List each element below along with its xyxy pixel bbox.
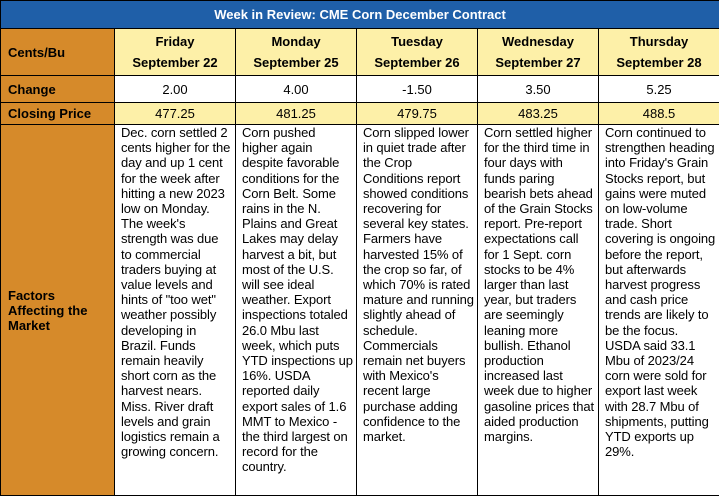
closing-price-label: Closing Price — [1, 103, 115, 125]
change-value-tuesday: -1.50 — [357, 76, 478, 103]
closing-price-thursday: 488.5 — [599, 103, 719, 125]
day-name: Monday — [271, 34, 321, 49]
day-header-friday — [115, 29, 236, 76]
change-value-wednesday: 3.50 — [478, 76, 599, 103]
day-date: September 22 — [132, 55, 218, 70]
factors-wednesday: Corn settled higher for the third time in four days with funds paring bearish bets ahead of the Grain Stocks report. Pre-report expectations call for 1 Sept. corn stocks to be 4% larger than last year, but traders are seemingly leaning more bullish. Ethanol production increased last week due to higher gasoline prices that aided production margins. — [478, 125, 599, 496]
change-value-monday: 4.00 — [236, 76, 357, 103]
change-row — [1, 76, 719, 103]
day-header-tuesday — [357, 29, 478, 76]
factors-thursday: Corn continued to strengthen heading into Friday's Grain Stocks report, but gains were muted on low-volume trade. Short covering is ongoing before the report, but afterwards harvest progress and cash price trends are likely to be the focus. USDA said 33.1 Mbu of 2023/24 corn were sold for export last week with 28.7 Mbu of shipments, putting YTD exports up 29%. — [599, 125, 719, 496]
change-value-thursday: 5.25 — [599, 76, 719, 103]
day-header-monday — [236, 29, 357, 76]
unit-label: Cents/Bu — [1, 29, 115, 76]
change-label: Change — [1, 76, 115, 103]
closing-price-monday: 481.25 — [236, 103, 357, 125]
closing-price-tuesday: 479.75 — [357, 103, 478, 125]
day-name: Tuesday — [391, 34, 443, 49]
title-row — [1, 1, 719, 29]
day-header-thursday — [599, 29, 719, 76]
factors-tuesday: Corn slipped lower in quiet trade after the Crop Conditions report showed conditions recovering for several key states. Farmers have harvested 15% of the crop so far, of which 70% is rated mature and running slightly ahead of schedule. Commercials remain net buyers with Mexico's recent large purchase adding confidence to the market. — [357, 125, 478, 496]
factors-label: Factors Affecting the Market — [1, 125, 115, 496]
day-header-wednesday — [478, 29, 599, 76]
day-date: September 25 — [253, 55, 339, 70]
day-name: Wednesday — [501, 34, 574, 49]
day-date: September 27 — [495, 55, 581, 70]
closing-price-row — [1, 103, 719, 125]
factors-monday: Corn pushed higher again despite favorable conditions for the Corn Belt. Some rains in the N. Plains and Great Lakes may delay harvest a bit, but most of the U.S. will see ideal weather. Export inspections totaled 26.0 Mbu last week, which puts YTD inspections up 16%. USDA reported daily export sales of 1.6 MMT to Mexico - the third largest on record for the country. — [236, 125, 357, 496]
factors-friday: Dec. corn settled 2 cents higher for the day and up 1 cent for the week after hitting a new 2023 low on Monday. The week's strength was due to commercial traders buying at value levels and hints of "too wet" weather possibly developing in Brazil. Funds remain heavily short corn as the harvest nears. Miss. River draft levels and grain logistics remain a growing concern. — [115, 125, 236, 496]
table-title: Week in Review: CME Corn December Contract — [1, 1, 719, 29]
factors-row — [1, 125, 719, 496]
closing-price-wednesday: 483.25 — [478, 103, 599, 125]
header-row — [1, 29, 719, 76]
day-date: September 26 — [374, 55, 460, 70]
day-name: Thursday — [629, 34, 689, 49]
closing-price-friday: 477.25 — [115, 103, 236, 125]
day-name: Friday — [155, 34, 195, 49]
change-value-friday: 2.00 — [115, 76, 236, 103]
day-date: September 28 — [616, 55, 702, 70]
